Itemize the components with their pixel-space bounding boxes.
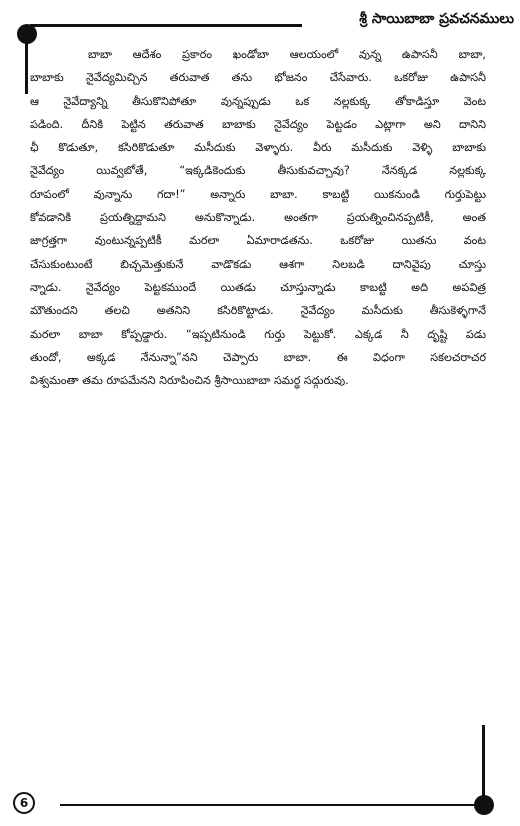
text-line: జాగ్రత్తగా వుంటున్నప్పటికీ మరలా ఏమారాడతను. ఒకరోజు యితను వంట: [30, 234, 486, 248]
text-line: నైవేద్యం యివ్వబోతే, “ఇక్కడికెందుకు తీసుకువచ్చావు? నేనక్కడ నల్లకుక్క: [30, 164, 486, 178]
bottom-corner-dot: [474, 795, 494, 815]
text-line: మరలా బాబా కోప్పడ్డారు. “ఇప్పటినుండి గుర్తు పెట్టుకో. ఎక్కడ నీ దృష్టి పడు: [30, 327, 486, 341]
text-line: పడింది. దీనికి పెట్టిన తరువాత బాబాకు నైవేద్యం పెట్టడం ఎట్లాగా అని దానిని: [30, 117, 486, 131]
header-rule: [30, 24, 302, 27]
body-paragraph: [30, 43, 486, 392]
page-number-badge: 6: [13, 792, 35, 814]
text-line: కోవడానికి ప్రయత్నిద్దామని అనుకొన్నాడు. అంతగా ప్రయత్నించినప్పటికీ, అంత: [30, 211, 486, 225]
text-line: ఛీ కొడుతూ, కసిరికొడుతూ మసీదుకు వెళ్ళారు. వీరు మసీదుకు వెళ్ళి బాబాకు: [30, 141, 486, 155]
text-line: మౌతుందని తలచి అతనిని కసిరికొట్టాడు. నైవేద్యం మసీదుకు తీసుకెళ్ళగానే: [30, 304, 486, 318]
text-line: బాబా ఆదేశం ప్రకారం ఖండోబా ఆలయంలో వున్న ఉపాసనీ బాబా,: [88, 48, 486, 61]
text-line: ఆ నైవేద్యాన్ని తీసుకొనిపోతూ వున్నప్పుడు ఒక నల్లకుక్క తోకాడిస్తూ వెంట: [30, 94, 486, 108]
text-line: రూపంలో వున్నాను గదా!” అన్నారు బాబా. కాబట్టి యికనుండి గుర్తుపెట్టు: [30, 187, 486, 201]
footer-rule: [60, 804, 474, 806]
right-margin-rule: [482, 725, 485, 797]
text-line: విశ్వమంతా తమ రూపమేనని నిరూపించిన శ్రీసాయిబాబా సమర్థ సద్గురువు.: [30, 374, 349, 388]
text-line: చేసుకుంటుంటే బిచ్చమెత్తుకునే వాడొకడు ఆశగా నిలబడి దానివైపు చూస్తు: [30, 257, 486, 271]
running-header-title: శ్రీ సాయిబాబా ప్రవచనములు: [359, 11, 514, 27]
text-line: తుందో, అక్కడ నేనున్నా”నని చెప్పారు బాబా. ఈ విధంగా సకలచరాచర: [30, 350, 486, 364]
text-line: న్నాడు. నైవేద్యం పెట్టకముందే యితడు చూస్తున్నాడు కాబట్టి అది అపవిత్ర: [30, 280, 486, 294]
left-margin-rule: [25, 34, 28, 94]
text-line: బాబాకు నైవేద్యమిచ్చిన తరువాత తను భోజనం చేసేవారు. ఒకరోజు ఉపాసనీ: [30, 71, 486, 85]
